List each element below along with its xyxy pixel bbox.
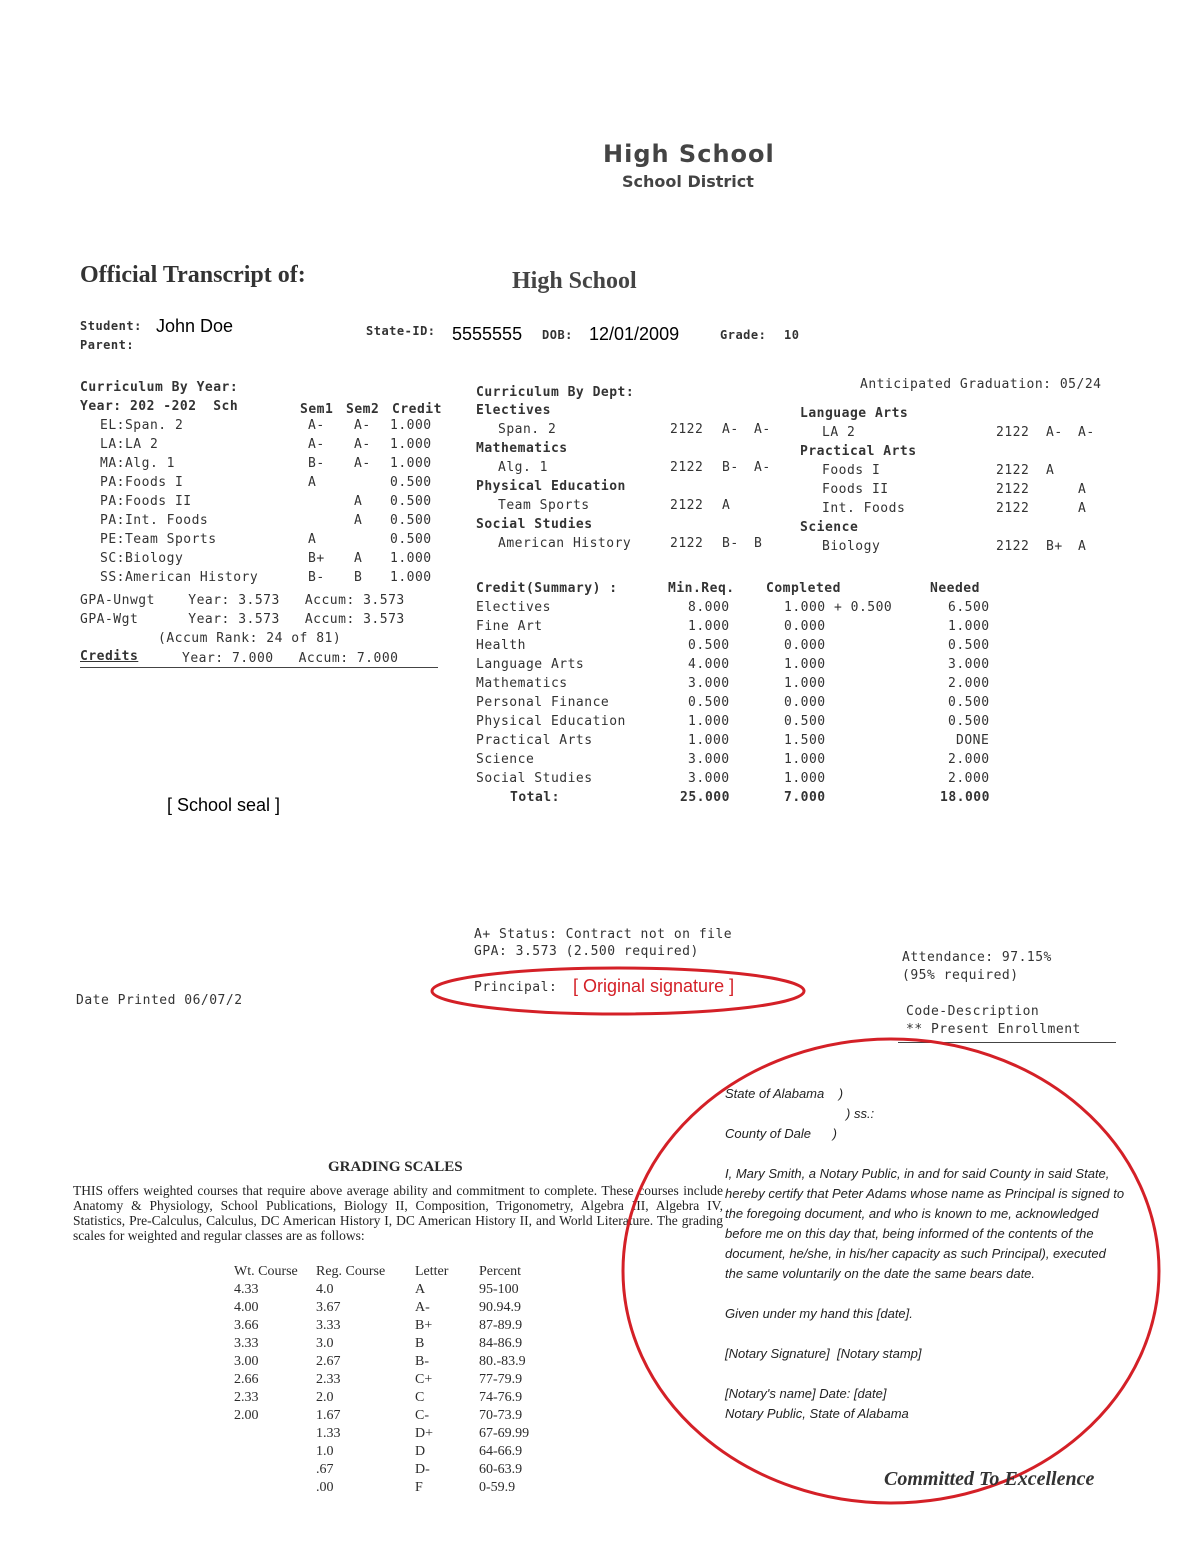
transcript-title: Official Transcript of: — [80, 262, 306, 288]
needed: 1.000 — [948, 619, 990, 634]
grading-scales-text: THIS offers weighted courses that require above average ability and commitment to complete. These courses include Anatomy & Physiology, School Publications, Biology II, Composition, Trigonometry, Algebra III, Algebra IV, Statistics, Pre-Calculus, Calculus, DC American History I, DC American History II, and World Literature. The grading scales for weighted and regular classes are as follows: — [73, 1183, 723, 1243]
percent-value: 84-86.9 — [479, 1336, 523, 1351]
dob: 12/01/2009 — [589, 324, 680, 344]
table-row — [234, 1299, 559, 1317]
table-row — [476, 752, 1016, 771]
reg-value: .67 — [316, 1462, 334, 1477]
table-row — [476, 733, 1016, 752]
list-item — [100, 475, 450, 494]
sem1-grade: A- — [1046, 425, 1063, 440]
letter-value: C- — [415, 1408, 429, 1423]
list-item — [100, 494, 450, 513]
table-row — [234, 1461, 559, 1479]
state-id-label: State-ID: — [366, 324, 436, 338]
table-row — [476, 657, 1016, 676]
list-item — [100, 570, 450, 589]
term: 2122 — [996, 482, 1030, 497]
reg-value: 2.33 — [316, 1372, 341, 1387]
percent-value: 64-66.9 — [479, 1444, 523, 1459]
wt-value: 2.33 — [234, 1390, 259, 1405]
sem1-grade: A- — [308, 437, 325, 452]
letter-value: F — [415, 1480, 423, 1495]
min-req: 1.000 — [688, 619, 730, 634]
list-item — [800, 482, 1110, 501]
list-item — [100, 551, 450, 570]
min-req: 3.000 — [688, 752, 730, 767]
course-name: EL:Span. 2 — [100, 418, 184, 433]
list-item — [800, 539, 1110, 558]
table-row — [476, 600, 1016, 619]
table-row — [234, 1425, 559, 1443]
course-name: MA:Alg. 1 — [100, 456, 175, 471]
col-reg-course: Reg. Course — [316, 1264, 386, 1279]
course-name: LA 2 — [822, 425, 856, 440]
present-enrollment: ** Present Enrollment — [906, 1022, 1081, 1037]
sem1-grade: A- — [308, 418, 325, 433]
area: Language Arts — [476, 657, 585, 672]
grade-label: Grade: — [720, 328, 767, 342]
wt-value: 3.66 — [234, 1318, 259, 1333]
code-description: Code-Description — [906, 1004, 1040, 1019]
wt-value: 2.00 — [234, 1408, 259, 1423]
credit-value: 0.500 — [390, 475, 432, 490]
sem1-grade: B- — [308, 570, 325, 585]
student-name: John Doe — [156, 316, 234, 336]
status-gpa: GPA: 3.573 (2.500 required) — [474, 944, 699, 959]
area: Science — [476, 752, 535, 767]
list-item — [476, 460, 796, 479]
transcript-school: High School — [512, 268, 637, 294]
list-item — [476, 422, 796, 441]
sem1-grade: B+ — [308, 551, 325, 566]
reg-value: 2.67 — [316, 1354, 341, 1369]
letter-value: B+ — [415, 1318, 433, 1333]
min-req: 4.000 — [688, 657, 730, 672]
year-label: Year: 202 -202 Sch — [80, 399, 239, 414]
completed: 1.000 — [784, 657, 826, 672]
notary-county: County of Dale ) — [725, 1126, 837, 1141]
notary-body: I, Mary Smith, a Notary Public, in and for said County in said State, hereby certify that Peter Adams whose name as Principal is signed to the foregoing document, and who is known to me, acknowledged before me on this day that, being informed of the contents of the document, he/she, in his/her capacity as such Principal), executed the same voluntarily on the date the same bears date. — [725, 1166, 1125, 1281]
list-item — [100, 456, 450, 475]
sem1-grade: A — [722, 498, 731, 513]
table-row-total — [476, 790, 1016, 809]
letter-value: C — [415, 1390, 425, 1405]
district-name: School District — [622, 172, 754, 191]
min-req: 0.500 — [688, 695, 730, 710]
reg-value: .00 — [316, 1480, 334, 1495]
sem2-grade: A- — [1078, 425, 1095, 440]
wt-value: 2.66 — [234, 1372, 259, 1387]
list-item — [476, 498, 796, 517]
course-name: Int. Foods — [822, 501, 906, 516]
letter-value: A- — [415, 1300, 430, 1315]
letter-value: B — [415, 1336, 425, 1351]
table-row — [234, 1353, 559, 1371]
school-seal: [ School seal ] — [167, 795, 281, 815]
table-header — [234, 1263, 559, 1281]
course-name: Alg. 1 — [498, 460, 548, 475]
percent-value: 90.94.9 — [479, 1300, 521, 1315]
completed: 0.500 — [784, 714, 826, 729]
percent-value: 60-63.9 — [479, 1462, 523, 1477]
area: Health — [476, 638, 526, 653]
year-course-list — [100, 418, 450, 589]
area: Personal Finance — [476, 695, 610, 710]
dob-label: DOB: — [542, 328, 573, 342]
col-min-req: Min.Req. — [668, 581, 735, 596]
wt-value — [234, 1479, 316, 1497]
col-letter: Letter — [415, 1264, 449, 1279]
col-sem1: Sem1 — [300, 402, 334, 417]
wt-value: 3.33 — [234, 1336, 259, 1351]
course-name: American History — [498, 536, 632, 551]
completed: 0.000 — [784, 695, 826, 710]
completed: 0.000 — [784, 638, 826, 653]
course-name: SS:American History — [100, 570, 259, 585]
percent-value: 67-69.99 — [479, 1426, 530, 1441]
letter-value: D — [415, 1444, 426, 1459]
wt-value: 4.33 — [234, 1282, 259, 1297]
credit-value: 1.000 — [390, 437, 432, 452]
course-name: Foods I — [822, 463, 881, 478]
credit-summary-heading: Credit(Summary) : — [476, 581, 618, 596]
list-item — [800, 501, 1110, 520]
credit-value: 0.500 — [390, 494, 432, 509]
sem2-grade: A- — [754, 422, 771, 437]
letter-value: C+ — [415, 1372, 433, 1387]
accum-rank: (Accum Rank: 24 of 81) — [158, 631, 342, 646]
course-name: Foods II — [822, 482, 889, 497]
reg-value: 1.0 — [316, 1444, 334, 1459]
letter-value: B- — [415, 1354, 429, 1369]
area: Total: — [510, 790, 560, 805]
completed: 1.000 + 0.500 — [784, 600, 893, 615]
letter-value: D- — [415, 1462, 430, 1477]
gpa-weighted: GPA-Wgt Year: 3.573 Accum: 3.573 — [80, 612, 405, 627]
sem2-grade: A- — [354, 418, 371, 433]
needed: 18.000 — [940, 790, 990, 805]
col-sem2: Sem2 — [346, 402, 380, 417]
table-row — [476, 695, 1016, 714]
notary-signature: [Notary Signature] [Notary stamp] — [725, 1346, 922, 1361]
completed: 7.000 — [784, 790, 826, 805]
table-row — [234, 1317, 559, 1335]
course-name: PA:Int. Foods — [100, 513, 209, 528]
sem1-grade: B- — [308, 456, 325, 471]
needed: 0.500 — [948, 695, 990, 710]
reg-value: 3.67 — [316, 1300, 341, 1315]
course-name: SC:Biology — [100, 551, 184, 566]
grading-scale-table — [234, 1263, 559, 1497]
table-row — [234, 1281, 559, 1299]
reg-value: 3.33 — [316, 1318, 341, 1333]
reg-value: 3.0 — [316, 1336, 334, 1351]
sem2-grade: A — [1078, 539, 1087, 554]
notary-name-date: [Notary's name] Date: [date] — [725, 1386, 887, 1401]
term: 2122 — [670, 498, 704, 513]
dept-heading: Physical Education — [476, 479, 626, 494]
course-name: PA:Foods I — [100, 475, 184, 490]
min-req: 25.000 — [680, 790, 730, 805]
sem1-grade: B- — [722, 536, 739, 551]
area: Practical Arts — [476, 733, 593, 748]
course-name: PE:Team Sports — [100, 532, 217, 547]
dept-heading: Social Studies — [476, 517, 593, 532]
credit-value: 1.000 — [390, 551, 432, 566]
wt-value: 3.00 — [234, 1354, 259, 1369]
table-row — [234, 1479, 559, 1497]
school-motto: Committed To Excellence — [884, 1468, 1095, 1490]
percent-value: 74-76.9 — [479, 1390, 523, 1405]
dept-list-right — [800, 406, 1110, 558]
course-name: Team Sports — [498, 498, 590, 513]
completed: 1.500 — [784, 733, 826, 748]
anticipated-graduation: Anticipated Graduation: 05/24 — [860, 377, 1102, 392]
date-printed: Date Printed 06/07/2 — [76, 993, 243, 1008]
min-req: 3.000 — [688, 771, 730, 786]
completed: 1.000 — [784, 771, 826, 786]
completed: 0.000 — [784, 619, 826, 634]
col-percent: Percent — [479, 1264, 521, 1279]
sem1-grade: A — [308, 532, 317, 547]
table-row — [476, 676, 1016, 695]
attendance-required: (95% required) — [902, 968, 1019, 983]
credit-value: 1.000 — [390, 570, 432, 585]
list-item — [100, 437, 450, 456]
col-needed: Needed — [930, 581, 980, 596]
area: Mathematics — [476, 676, 568, 691]
table-row — [476, 771, 1016, 790]
course-name: Biology — [822, 539, 881, 554]
sem2-grade: A- — [354, 437, 371, 452]
credit-summary — [476, 581, 1016, 809]
letter-value: D+ — [415, 1426, 434, 1441]
sem2-grade: A — [354, 551, 363, 566]
table-row — [476, 714, 1016, 733]
sem2-grade: A- — [354, 456, 371, 471]
list-item — [100, 532, 450, 551]
notary-title: Notary Public, State of Alabama — [725, 1406, 909, 1421]
term: 2122 — [996, 501, 1030, 516]
student-label: Student: — [80, 319, 142, 333]
needed: 2.000 — [948, 752, 990, 767]
letter-value: A — [415, 1282, 426, 1297]
curriculum-by-year-heading: Curriculum By Year: — [80, 380, 239, 395]
grade-value: 10 — [784, 328, 800, 342]
reg-value: 2.0 — [316, 1390, 334, 1405]
notary-ss: ) ss.: — [846, 1106, 875, 1121]
needed: 2.000 — [948, 771, 990, 786]
term: 2122 — [670, 422, 704, 437]
min-req: 3.000 — [688, 676, 730, 691]
col-completed: Completed — [766, 581, 841, 596]
list-item — [800, 463, 1110, 482]
dept-heading: Science — [800, 520, 859, 535]
sem1-grade: A- — [722, 422, 739, 437]
term: 2122 — [670, 460, 704, 475]
sem2-grade: A — [354, 513, 363, 528]
completed: 1.000 — [784, 752, 826, 767]
col-wt-course: Wt. Course — [234, 1264, 298, 1279]
attendance: Attendance: 97.15% — [902, 950, 1052, 965]
dept-heading: Mathematics — [476, 441, 568, 456]
credit-value: 1.000 — [390, 456, 432, 471]
table-row — [476, 638, 1016, 657]
min-req: 8.000 — [688, 600, 730, 615]
table-row — [234, 1443, 559, 1461]
list-item — [100, 513, 450, 532]
percent-value: 70-73.9 — [479, 1408, 523, 1423]
gpa-unweighted: GPA-Unwgt Year: 3.573 Accum: 3.573 — [80, 593, 405, 608]
dept-heading: Practical Arts — [800, 444, 917, 459]
dept-heading: Electives — [476, 403, 551, 418]
course-name: LA:LA 2 — [100, 437, 159, 452]
percent-value: 0-59.9 — [479, 1480, 516, 1495]
credit-value: 1.000 — [390, 418, 432, 433]
credit-summary-header — [476, 581, 1016, 600]
sem2-grade: A — [1078, 482, 1087, 497]
reg-value: 4.0 — [316, 1282, 334, 1297]
min-req: 1.000 — [688, 733, 730, 748]
area: Electives — [476, 600, 551, 615]
dept-list-left — [476, 403, 796, 555]
wt-value — [234, 1425, 316, 1443]
needed: 0.500 — [948, 714, 990, 729]
credits-divider — [80, 667, 438, 668]
reg-value: 1.33 — [316, 1426, 341, 1441]
sem2-grade: B — [354, 570, 363, 585]
completed: 1.000 — [784, 676, 826, 691]
wt-value — [234, 1461, 316, 1479]
principal-signature: [ Original signature ] — [573, 976, 735, 996]
needed: DONE — [956, 733, 990, 748]
area: Fine Art — [476, 619, 543, 634]
credits-label: Credits — [80, 649, 139, 664]
school-name: High School — [603, 140, 775, 168]
needed: 0.500 — [948, 638, 990, 653]
credits-value: Year: 7.000 Accum: 7.000 — [182, 651, 399, 666]
course-name: Span. 2 — [498, 422, 557, 437]
col-credit: Credit — [392, 402, 442, 417]
term: 2122 — [996, 425, 1030, 440]
sem2-grade: B — [754, 536, 763, 551]
sem1-grade: A — [1046, 463, 1055, 478]
sem1-grade: B+ — [1046, 539, 1063, 554]
notary-given: Given under my hand this [date]. — [725, 1306, 913, 1321]
percent-value: 87-89.9 — [479, 1318, 523, 1333]
wt-value: 4.00 — [234, 1300, 259, 1315]
min-req: 1.000 — [688, 714, 730, 729]
needed: 6.500 — [948, 600, 990, 615]
sem1-grade: B- — [722, 460, 739, 475]
table-row — [234, 1335, 559, 1353]
principal-label: Principal: — [474, 980, 558, 995]
parent-label: Parent: — [80, 338, 135, 352]
percent-value: 77-79.9 — [479, 1372, 523, 1387]
percent-value: 95-100 — [479, 1282, 519, 1297]
table-row — [234, 1371, 559, 1389]
list-item — [476, 536, 796, 555]
credit-value: 0.500 — [390, 513, 432, 528]
sem2-grade: A — [1078, 501, 1087, 516]
sem2-grade: A- — [754, 460, 771, 475]
grading-scales-heading: GRADING SCALES — [328, 1159, 463, 1175]
sem2-grade: A — [354, 494, 363, 509]
course-name: PA:Foods II — [100, 494, 192, 509]
percent-value: 80.-83.9 — [479, 1354, 526, 1369]
sem1-grade: A — [308, 475, 317, 490]
credit-value: 0.500 — [390, 532, 432, 547]
term: 2122 — [996, 463, 1030, 478]
state-id: 5555555 — [452, 324, 523, 344]
table-row — [234, 1407, 559, 1425]
notary-block — [725, 1084, 1125, 1424]
needed: 3.000 — [948, 657, 990, 672]
table-row — [476, 619, 1016, 638]
area: Social Studies — [476, 771, 593, 786]
list-item — [100, 418, 450, 437]
notary-state: State of Alabama ) — [725, 1086, 844, 1101]
curriculum-by-dept-heading: Curriculum By Dept: — [476, 385, 635, 400]
term: 2122 — [670, 536, 704, 551]
a-plus-status: A+ Status: Contract not on file — [474, 927, 733, 942]
table-row — [234, 1389, 559, 1407]
reg-value: 1.67 — [316, 1408, 341, 1423]
term: 2122 — [996, 539, 1030, 554]
min-req: 0.500 — [688, 638, 730, 653]
area: Physical Education — [476, 714, 626, 729]
list-item — [800, 425, 1110, 444]
dept-heading: Language Arts — [800, 406, 909, 421]
needed: 2.000 — [948, 676, 990, 691]
wt-value — [234, 1443, 316, 1461]
